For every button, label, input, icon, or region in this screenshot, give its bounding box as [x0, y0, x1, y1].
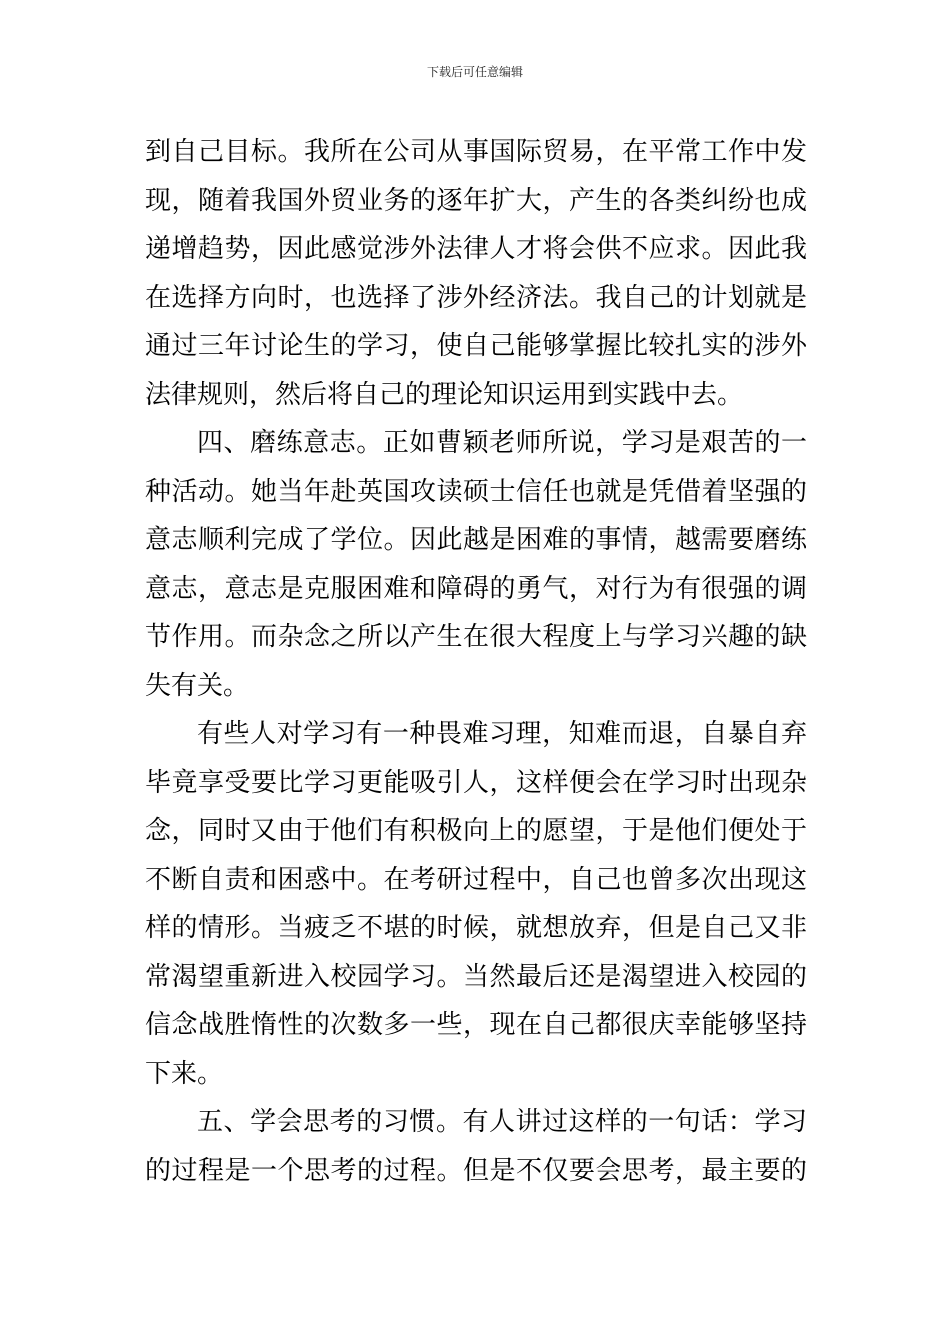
text-line: 递增趋势，因此感觉涉外法律人才将会供不应求。因此我 — [145, 234, 807, 264]
text-line: 下来。 — [145, 1058, 224, 1089]
text-line: 到自己目标。我所在公司从事国际贸易，在平常工作中发 — [145, 137, 807, 167]
text-line: 常渴望重新进入校园学习。当然最后还是渴望进入校园的 — [145, 961, 807, 992]
page-header: 下载后可任意编辑 — [426, 65, 523, 79]
text-line: 在选择方向时，也选择了涉外经济法。我自己的计划就是 — [145, 282, 807, 313]
text-line: 毕竟享受要比学习更能吸引人，这样便会在学习时出现杂 — [145, 767, 807, 798]
text-line: 的过程是一个思考的过程。但是不仅要会思考，最主要的 — [145, 1155, 807, 1186]
text-line: 种活动。她当年赴英国攻读硕士信任也就是凭借着坚强的 — [145, 476, 807, 507]
text-line: 五、学会思考的习惯。有人讲过这样的一句话：学习 — [197, 1107, 807, 1137]
document-body — [145, 128, 807, 1195]
text-line: 样的情形。当疲乏不堪的时候，就想放弃，但是自己又非 — [145, 913, 807, 943]
paragraph-3 — [145, 710, 807, 1098]
text-line: 意志顺利完成了学位。因此越是困难的事情，越需要磨练 — [145, 525, 807, 555]
paragraph-2 — [145, 419, 807, 710]
paragraph-1 — [145, 128, 807, 419]
text-line: 现，随着我国外贸业务的逐年扩大，产生的各类纠纷也成 — [145, 185, 807, 216]
paragraph-4 — [145, 1098, 807, 1195]
text-line: 念，同时又由于他们有积极向上的愿望，于是他们便处于 — [145, 816, 807, 846]
text-line: 通过三年讨论生的学习，使自己能够掌握比较扎实的涉外 — [145, 331, 807, 361]
text-line: 法律规则，然后将自己的理论知识运用到实践中去。 — [145, 379, 744, 410]
text-line: 意志，意志是克服困难和障碍的勇气，对行为有很强的调 — [145, 573, 807, 604]
text-line: 四、磨练意志。正如曹颖老师所说，学习是艰苦的一 — [197, 428, 807, 458]
text-line: 信念战胜惰性的次数多一些，现在自己都很庆幸能够坚持 — [145, 1010, 807, 1040]
text-line: 不断自责和困惑中。在考研过程中，自己也曾多次出现这 — [145, 864, 807, 895]
text-line: 有些人对学习有一种畏难习理，知难而退，自暴自弃 — [197, 719, 807, 749]
text-line: 失有关。 — [145, 670, 250, 701]
text-line: 节作用。而杂念之所以产生在很大程度上与学习兴趣的缺 — [145, 622, 807, 652]
